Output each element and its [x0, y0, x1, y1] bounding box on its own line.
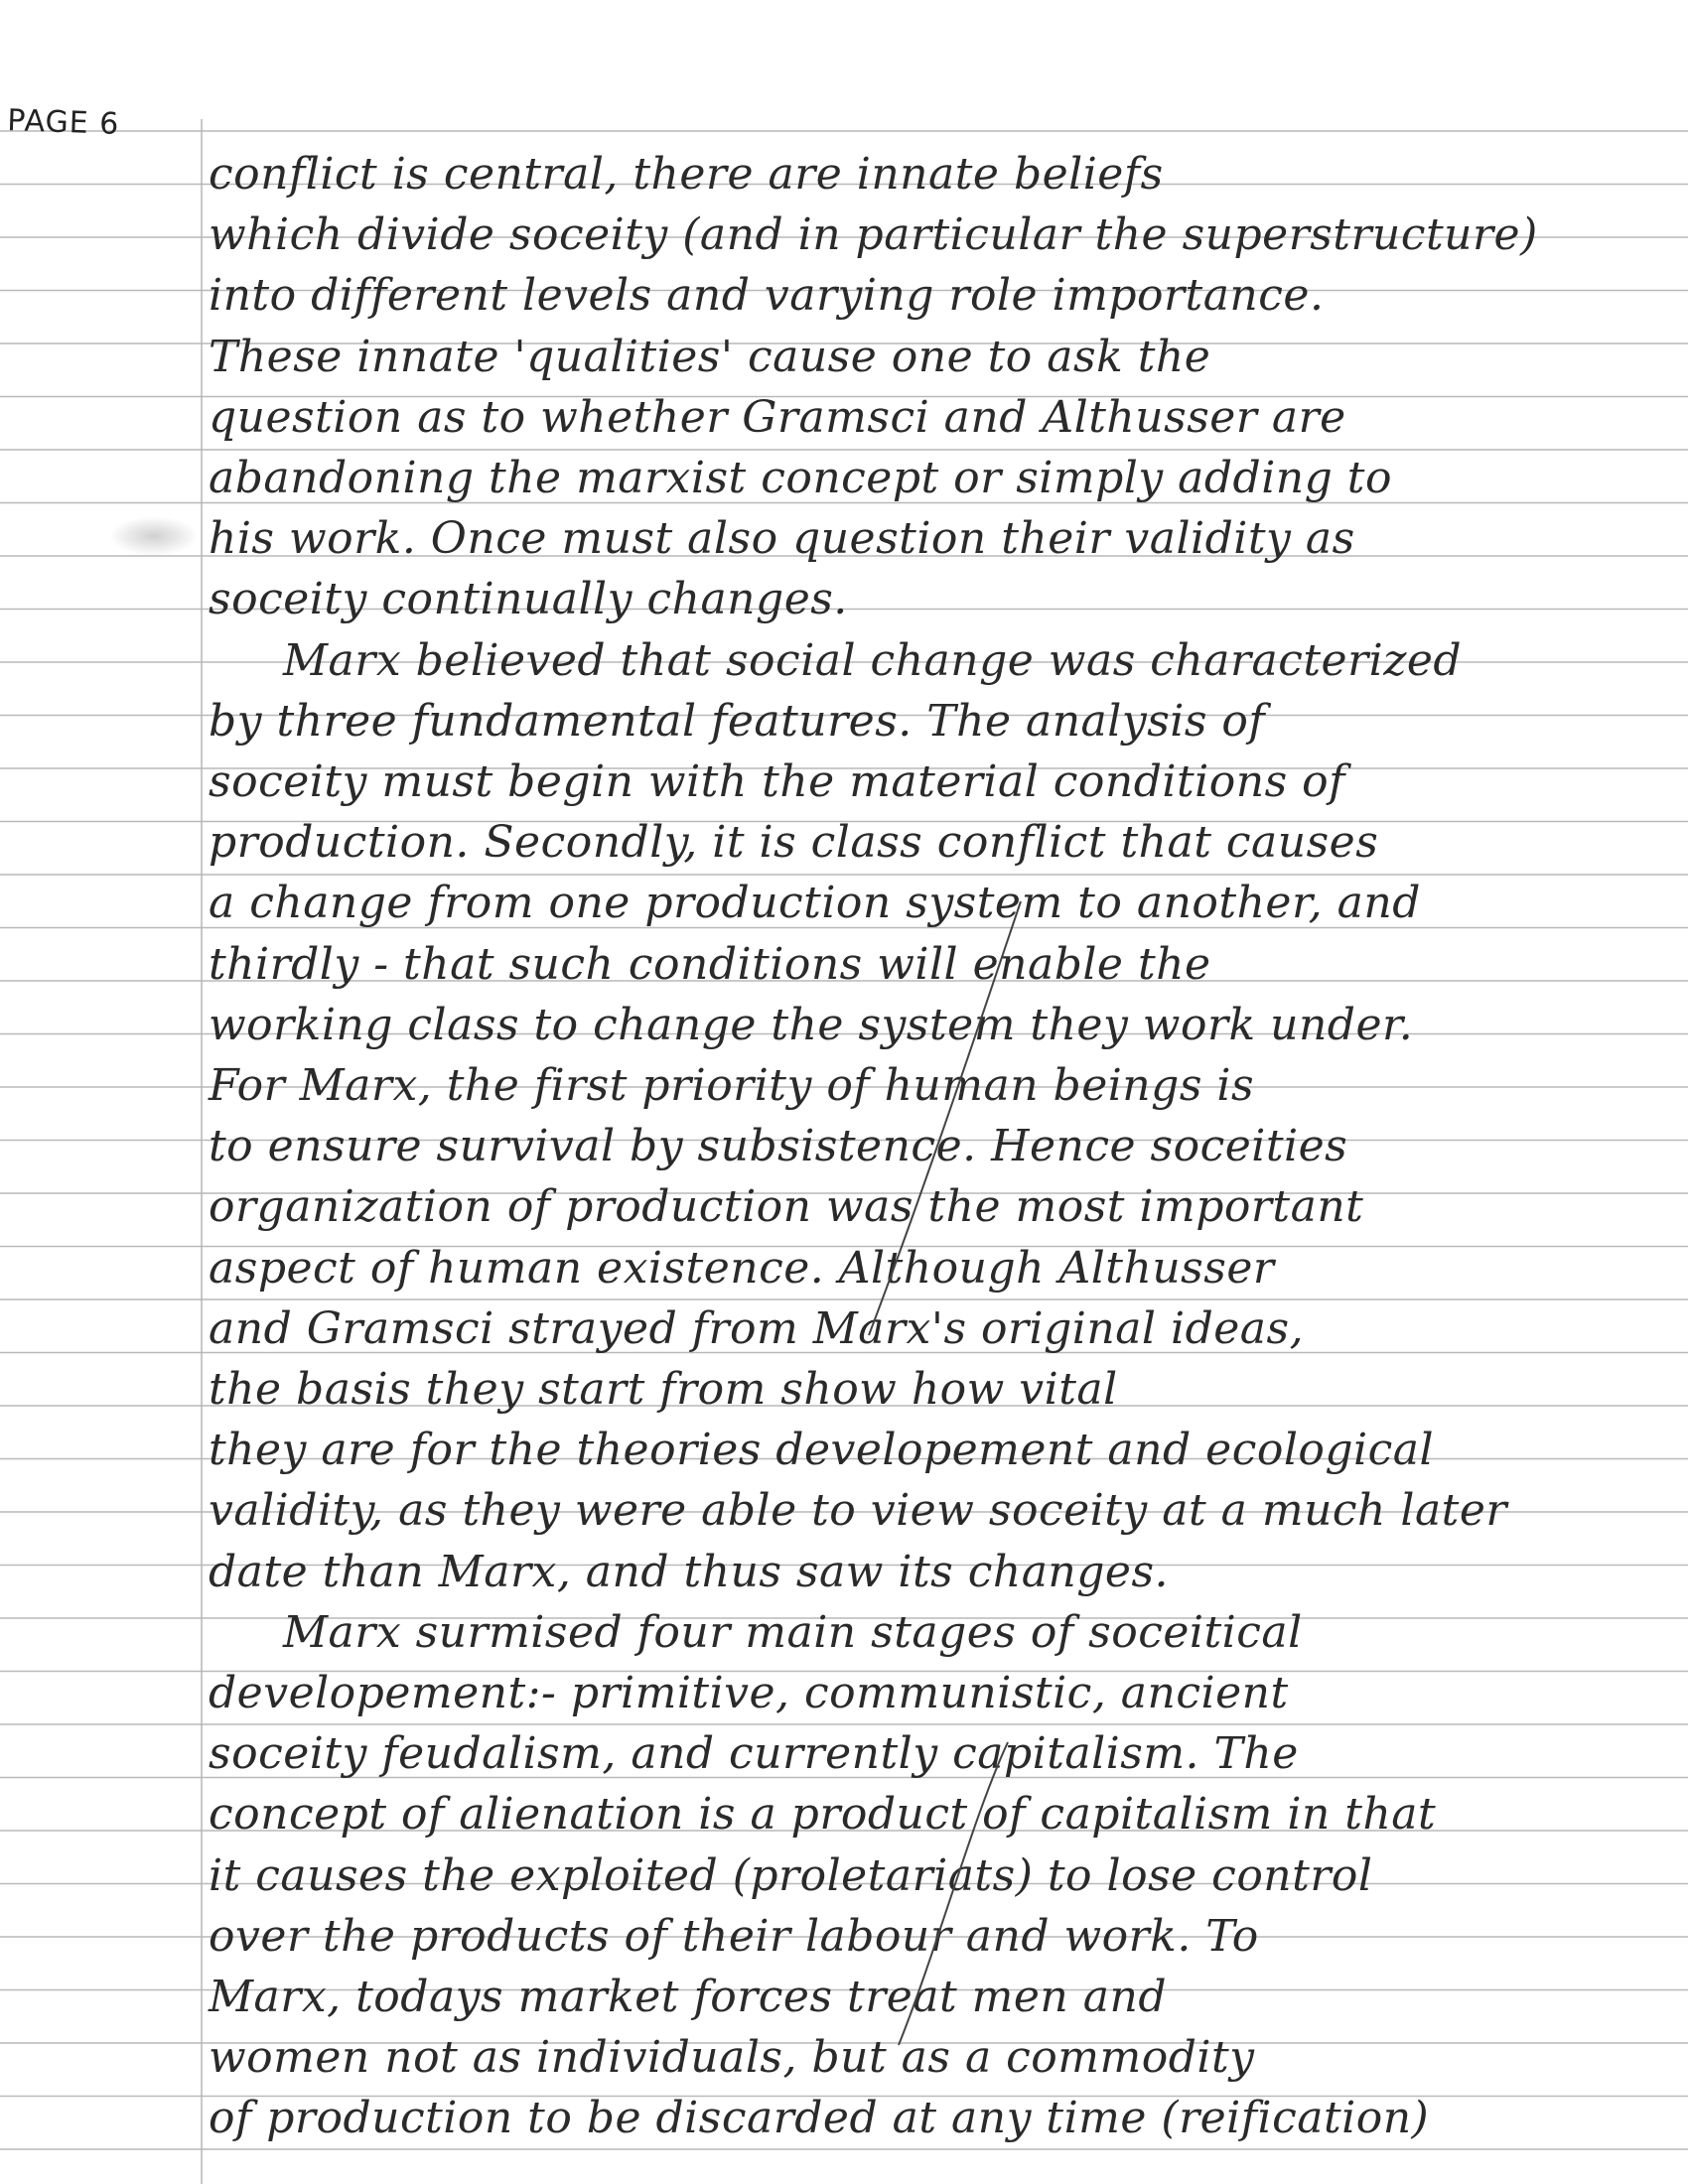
handwritten-line: validity, as they were able to view soceity at a much later — [209, 1485, 1507, 1537]
handwritten-line: developement:- primitive, communistic, ancient — [209, 1668, 1289, 1718]
handwritten-line: Marx believed that social change was characterized — [283, 634, 1463, 686]
handwritten-line: abandoning the marxist concept or simply adding to — [209, 453, 1392, 503]
handwritten-line: a change from one production system to another, and — [209, 878, 1421, 929]
paper-smudge — [109, 516, 199, 556]
handwritten-line: date than Marx, and thus saw its changes. — [209, 1546, 1170, 1597]
handwritten-line: thirdly - that such conditions will enable the — [209, 938, 1211, 990]
handwritten-line: over the products of their labour and work. To — [209, 1910, 1259, 1962]
handwritten-line: soceity feudalism, and currently capitalism. The — [209, 1728, 1299, 1780]
handwritten-line: Marx, todays market forces treat men and — [209, 1972, 1167, 2022]
handwritten-line: to ensure survival by subsistence. Hence soceities — [209, 1121, 1348, 1172]
handwritten-line: of production to be discarded at any time (reification) — [209, 2093, 1430, 2144]
handwritten-line: soceity continually changes. — [209, 574, 848, 625]
handwritten-line: and Gramsci strayed from Marx's original ideas, — [209, 1302, 1305, 1354]
page-number-label: PAGE 6 — [6, 103, 120, 142]
handwritten-line: women not as individuals, but as a commodity — [209, 2032, 1255, 2084]
handwritten-line: organization of production was the most important — [209, 1181, 1364, 1233]
handwritten-line: into different levels and varying role importance. — [209, 270, 1325, 322]
handwritten-line: they are for the theories developement and ecological — [209, 1425, 1435, 1476]
handwritten-line: Marx surmised four main stages of soceitical — [283, 1606, 1303, 1658]
handwritten-line: question as to whether Gramsci and Althusser are — [209, 391, 1346, 443]
handwritten-line: his work. Once must also question their validity as — [209, 513, 1355, 565]
handwritten-line: For Marx, the first priority of human beings is — [209, 1060, 1255, 1111]
handwritten-line: the basis they start from show how vital — [209, 1364, 1118, 1415]
handwritten-line: production. Secondly, it is class conflict that causes — [209, 817, 1379, 869]
handwritten-line: which divide soceity (and in particular the superstructure) — [209, 209, 1538, 261]
handwritten-line: concept of alienation is a product of capitalism in that — [209, 1789, 1437, 1841]
handwritten-line: conflict is central, there are innate beliefs — [209, 149, 1164, 200]
handwritten-line: by three fundamental features. The analysis of — [209, 695, 1266, 747]
handwritten-line: it causes the exploited (proletariats) to lose control — [209, 1849, 1373, 1901]
handwritten-line: These innate 'qualities' cause one to ask the — [209, 331, 1211, 382]
handwritten-line: working class to change the system they work under. — [209, 999, 1414, 1050]
handwritten-line: aspect of human existence. Although Althusser — [209, 1242, 1275, 1294]
handwritten-line: soceity must begin with the material conditions of — [209, 756, 1345, 807]
